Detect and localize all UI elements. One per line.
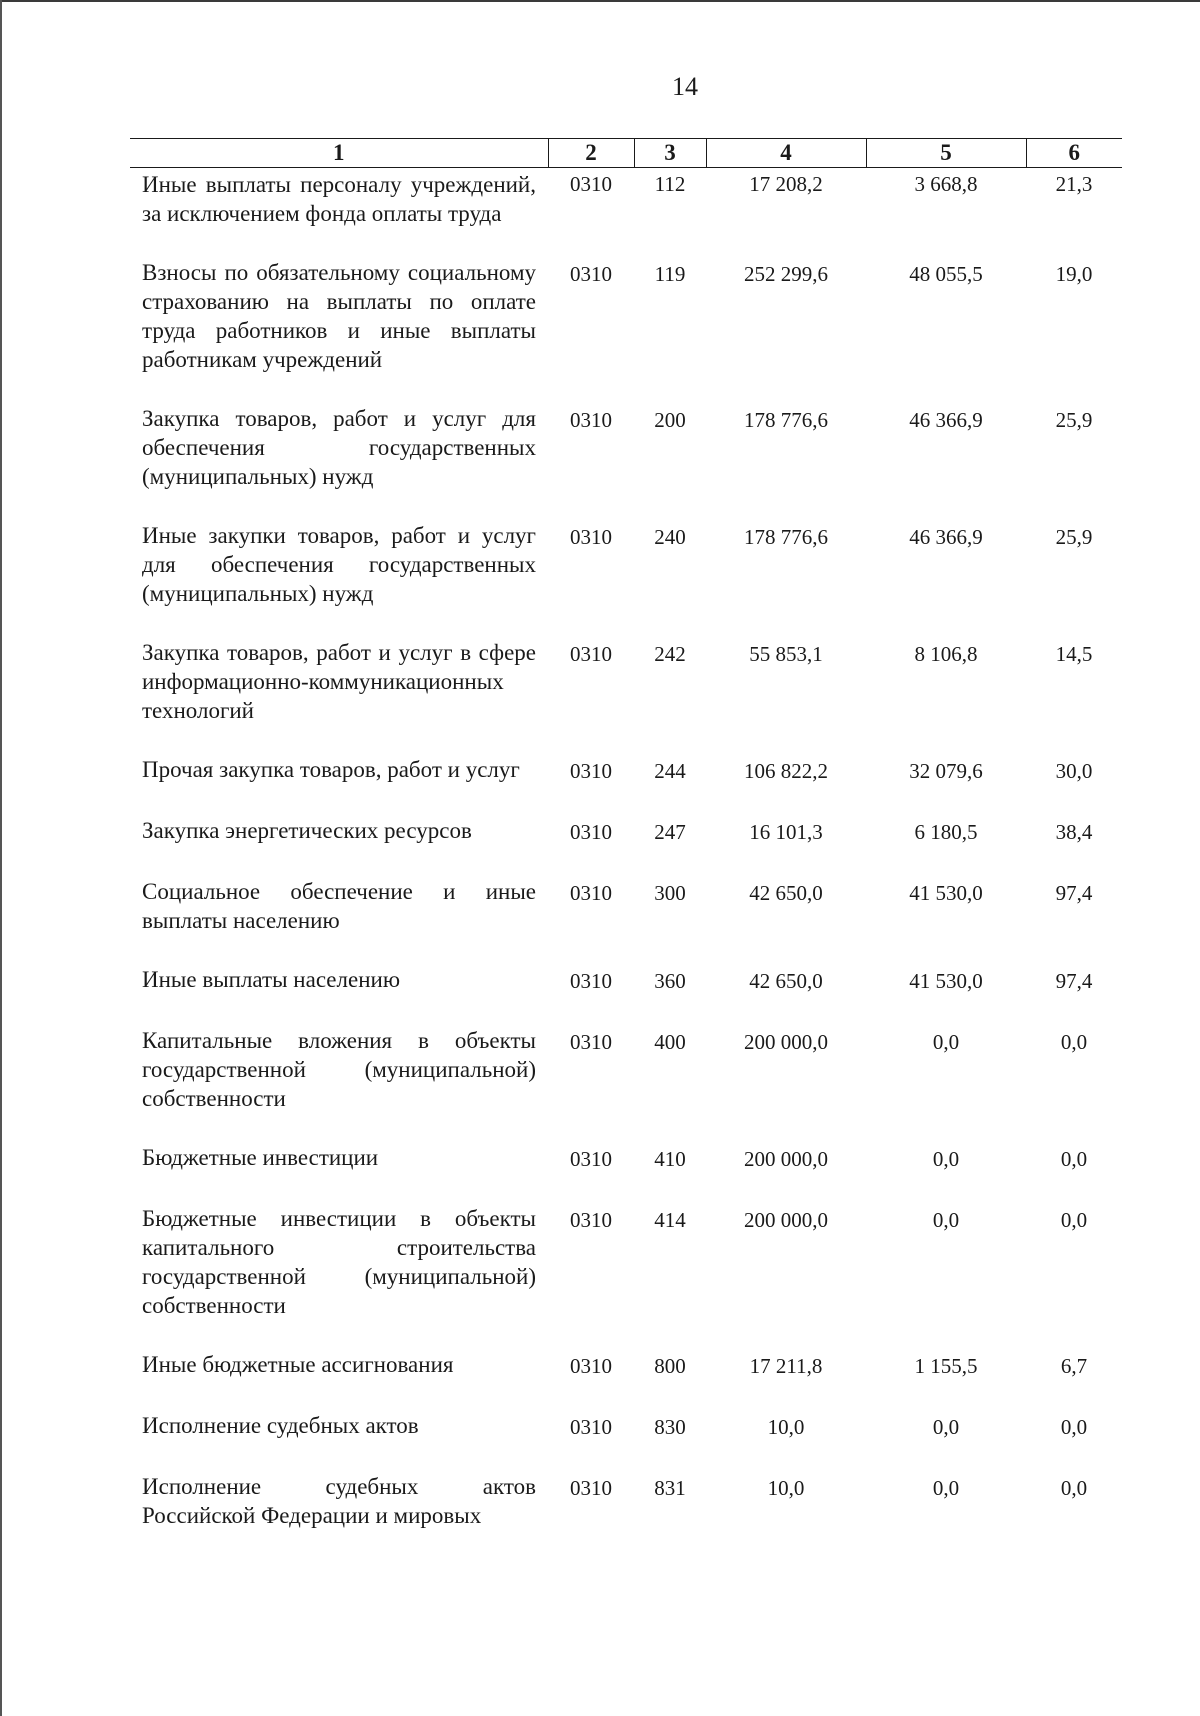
- row-description: Бюджетные инвестиции в объекты капитального строительства государственной (муниципальной) собственности: [142, 1206, 536, 1318]
- row-section-code: 0310: [570, 1208, 612, 1232]
- row-planned-amount: 106 822,2: [744, 759, 828, 783]
- row-spacer: [130, 491, 1122, 521]
- row-expense-type: 410: [654, 1147, 686, 1171]
- row-percent: 25,9: [1055, 408, 1093, 432]
- row-spacer-cell: [130, 1320, 1122, 1350]
- row-percent: 97,4: [1055, 881, 1093, 905]
- row-expense-type: 247: [654, 820, 686, 844]
- row-description: Закупка товаров, работ и услуг в сфере информационно-коммуникационных технологий: [142, 640, 536, 723]
- row-spacer-cell: [130, 374, 1122, 404]
- header-col-2: 2: [548, 139, 634, 168]
- row-percent: 14,5: [1055, 642, 1093, 666]
- row-description: Закупка товаров, работ и услуг для обеспечения государственных (муниципальных) нужд: [142, 406, 536, 489]
- row-section-code: 0310: [570, 881, 612, 905]
- row-planned-amount: 252 299,6: [744, 262, 828, 286]
- table-row: [130, 755, 1122, 786]
- header-row: [130, 139, 1122, 168]
- page-number: 14: [672, 72, 698, 101]
- row-actual-amount: 48 055,5: [909, 262, 983, 286]
- row-section-code: 0310: [570, 969, 612, 993]
- row-percent: 0,0: [1060, 1476, 1088, 1500]
- row-expense-type: 300: [654, 881, 686, 905]
- table-row: [130, 521, 1122, 608]
- row-spacer: [130, 996, 1122, 1026]
- table-body: [130, 168, 1122, 1531]
- row-percent: 6,7: [1060, 1354, 1088, 1378]
- row-expense-type: 200: [654, 408, 686, 432]
- row-actual-amount: 0,0: [932, 1476, 960, 1500]
- row-spacer-cell: [130, 847, 1122, 877]
- row-section-code: 0310: [570, 408, 612, 432]
- table-row: [130, 1411, 1122, 1442]
- row-description: Иные выплаты населению: [142, 967, 400, 992]
- row-planned-amount: 10,0: [767, 1415, 805, 1439]
- header-col-6: 6: [1026, 139, 1122, 168]
- row-expense-type: 360: [654, 969, 686, 993]
- table-row: [130, 1026, 1122, 1113]
- row-planned-amount: 16 101,3: [749, 820, 823, 844]
- row-expense-type: 400: [654, 1030, 686, 1054]
- row-planned-amount: 17 208,2: [749, 172, 823, 196]
- row-section-code: 0310: [570, 1476, 612, 1500]
- row-description: Капитальные вложения в объекты государственной (муниципальной) собственности: [142, 1028, 536, 1111]
- row-spacer: [130, 1381, 1122, 1411]
- row-actual-amount: 0,0: [932, 1147, 960, 1171]
- row-planned-amount: 200 000,0: [744, 1208, 828, 1232]
- row-percent: 19,0: [1055, 262, 1093, 286]
- row-spacer-cell: [130, 1174, 1122, 1204]
- table-row: [130, 258, 1122, 374]
- table-row: [130, 965, 1122, 996]
- row-percent: 21,3: [1055, 172, 1093, 196]
- row-planned-amount: 178 776,6: [744, 408, 828, 432]
- row-percent: 0,0: [1060, 1415, 1088, 1439]
- row-section-code: 0310: [570, 642, 612, 666]
- row-section-code: 0310: [570, 172, 612, 196]
- table-row: [130, 1350, 1122, 1381]
- row-section-code: 0310: [570, 1147, 612, 1171]
- header-col-3: 3: [634, 139, 706, 168]
- row-expense-type: 830: [654, 1415, 686, 1439]
- header-col-1: 1: [130, 139, 548, 168]
- row-actual-amount: 32 079,6: [909, 759, 983, 783]
- row-expense-type: 800: [654, 1354, 686, 1378]
- table-row: [130, 168, 1122, 229]
- row-expense-type: 112: [654, 172, 686, 196]
- row-description: Иные бюджетные ассигнования: [142, 1352, 454, 1377]
- row-actual-amount: 41 530,0: [909, 969, 983, 993]
- row-actual-amount: 6 180,5: [914, 820, 978, 844]
- row-spacer-cell: [130, 608, 1122, 638]
- row-actual-amount: 1 155,5: [914, 1354, 978, 1378]
- row-spacer: [130, 1174, 1122, 1204]
- table-header: [130, 139, 1122, 168]
- row-actual-amount: 46 366,9: [909, 525, 983, 549]
- row-expense-type: 240: [654, 525, 686, 549]
- row-actual-amount: 3 668,8: [914, 172, 978, 196]
- header-col-5: 5: [866, 139, 1026, 168]
- row-percent: 0,0: [1060, 1147, 1088, 1171]
- row-description: Бюджетные инвестиции: [142, 1145, 379, 1170]
- row-section-code: 0310: [570, 1354, 612, 1378]
- row-description: Исполнение судебных актов Российской Федерации и мировых: [142, 1474, 536, 1528]
- row-description: Закупка энергетических ресурсов: [142, 818, 472, 843]
- row-spacer: [130, 608, 1122, 638]
- row-planned-amount: 10,0: [767, 1476, 805, 1500]
- table-row: [130, 816, 1122, 847]
- table-row: [130, 877, 1122, 935]
- row-actual-amount: 0,0: [932, 1030, 960, 1054]
- row-spacer: [130, 1113, 1122, 1143]
- row-section-code: 0310: [570, 262, 612, 286]
- table-row: [130, 1143, 1122, 1174]
- row-planned-amount: 200 000,0: [744, 1030, 828, 1054]
- row-description: Прочая закупка товаров, работ и услуг: [142, 757, 520, 782]
- budget-table: [130, 138, 1122, 1530]
- row-expense-type: 119: [654, 262, 686, 286]
- row-spacer-cell: [130, 1381, 1122, 1411]
- row-spacer-cell: [130, 1113, 1122, 1143]
- row-section-code: 0310: [570, 1030, 612, 1054]
- row-spacer-cell: [130, 935, 1122, 965]
- row-spacer: [130, 935, 1122, 965]
- row-expense-type: 831: [654, 1476, 686, 1500]
- header-col-4: 4: [706, 139, 866, 168]
- row-section-code: 0310: [570, 1415, 612, 1439]
- row-expense-type: 244: [654, 759, 686, 783]
- row-percent: 0,0: [1060, 1208, 1088, 1232]
- row-actual-amount: 8 106,8: [914, 642, 978, 666]
- scan-edge-top: [0, 0, 1200, 2]
- row-actual-amount: 41 530,0: [909, 881, 983, 905]
- row-actual-amount: 0,0: [932, 1208, 960, 1232]
- row-planned-amount: 200 000,0: [744, 1147, 828, 1171]
- row-planned-amount: 42 650,0: [749, 881, 823, 905]
- row-description: Иные выплаты персоналу учреждений, за исключением фонда оплаты труда: [142, 172, 536, 226]
- table-row: [130, 404, 1122, 491]
- row-spacer-cell: [130, 491, 1122, 521]
- table-row: [130, 1472, 1122, 1530]
- row-spacer: [130, 725, 1122, 755]
- row-description: Исполнение судебных актов: [142, 1413, 419, 1438]
- row-spacer-cell: [130, 1442, 1122, 1472]
- row-planned-amount: 17 211,8: [749, 1354, 823, 1378]
- scan-edge-left: [0, 0, 2, 1716]
- row-percent: 97,4: [1055, 969, 1093, 993]
- table-row: [130, 638, 1122, 725]
- row-spacer-cell: [130, 228, 1122, 258]
- row-description: Иные закупки товаров, работ и услуг для обеспечения государственных (муниципальных) нужд: [142, 523, 536, 606]
- row-percent: 0,0: [1060, 1030, 1088, 1054]
- row-expense-type: 414: [654, 1208, 686, 1232]
- row-spacer: [130, 847, 1122, 877]
- row-spacer: [130, 1320, 1122, 1350]
- row-section-code: 0310: [570, 759, 612, 783]
- row-spacer-cell: [130, 725, 1122, 755]
- row-spacer: [130, 374, 1122, 404]
- row-section-code: 0310: [570, 820, 612, 844]
- row-percent: 30,0: [1055, 759, 1093, 783]
- row-spacer: [130, 786, 1122, 816]
- row-actual-amount: 46 366,9: [909, 408, 983, 432]
- row-actual-amount: 0,0: [932, 1415, 960, 1439]
- row-planned-amount: 178 776,6: [744, 525, 828, 549]
- table-row: [130, 1204, 1122, 1320]
- row-expense-type: 242: [654, 642, 686, 666]
- row-spacer-cell: [130, 996, 1122, 1026]
- row-percent: 25,9: [1055, 525, 1093, 549]
- row-spacer-cell: [130, 786, 1122, 816]
- row-section-code: 0310: [570, 525, 612, 549]
- row-planned-amount: 42 650,0: [749, 969, 823, 993]
- row-description: Взносы по обязательному социальному страхованию на выплаты по оплате труда работников и иные выплаты работникам учреждений: [142, 260, 536, 372]
- row-spacer: [130, 1442, 1122, 1472]
- row-planned-amount: 55 853,1: [749, 642, 823, 666]
- row-description: Социальное обеспечение и иные выплаты населению: [142, 879, 536, 933]
- row-spacer: [130, 228, 1122, 258]
- row-percent: 38,4: [1055, 820, 1093, 844]
